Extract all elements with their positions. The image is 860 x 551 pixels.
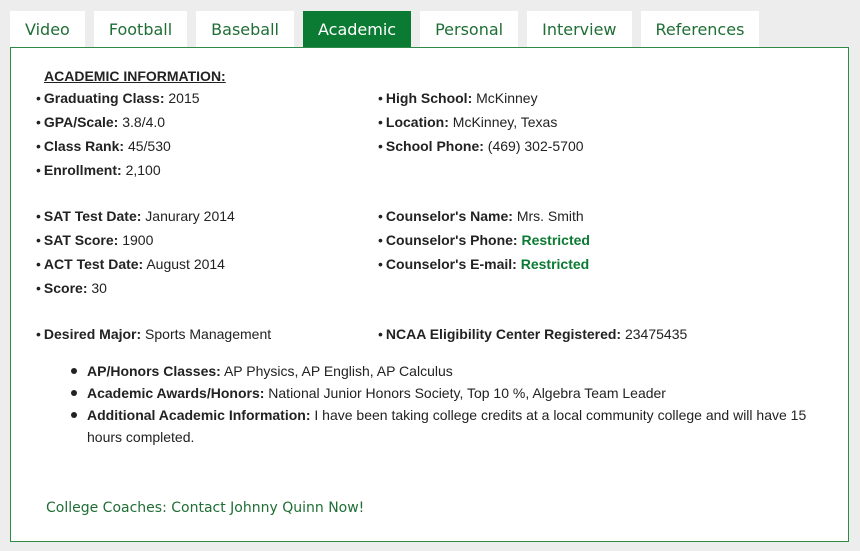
field-high-school: • High School: McKinney [378,90,538,106]
academic-panel [10,47,849,542]
field-act-score: • Score: 30 [36,280,107,296]
restricted-badge: Restricted [521,232,590,248]
field-counselor-email: • Counselor's E-mail: Restricted [378,256,590,272]
field-class-rank: • Class Rank: 45/530 [36,138,171,154]
tab-video[interactable]: Video [10,11,85,48]
field-enrollment: • Enrollment: 2,100 [36,162,161,178]
restricted-badge: Restricted [520,256,590,272]
academic-details-list [67,360,827,448]
field-school-phone: • School Phone: (469) 302-5700 [378,138,584,154]
section-heading: ACADEMIC INFORMATION: [44,68,226,84]
tab-baseball[interactable]: Baseball [196,11,294,48]
field-location: • Location: McKinney, Texas [378,114,558,130]
list-item: AP/Honors Classes: AP Physics, AP English, AP Calculus [67,360,827,382]
field-gpa-scale: • GPA/Scale: 3.8/4.0 [36,114,166,130]
list-item: Academic Awards/Honors: National Junior Honors Society, Top 10 %, Algebra Team Leader [67,382,827,404]
field-graduating-class: • Graduating Class: 2015 [36,90,200,106]
contact-coach-link[interactable]: College Coaches: Contact Johnny Quinn Now! [46,500,365,516]
tab-interview[interactable]: Interview [527,11,631,48]
field-counselor-name: • Counselor's Name: Mrs. Smith [378,208,584,224]
field-act-test-date: • ACT Test Date: August 2014 [36,256,225,272]
tab-bar [10,11,759,48]
list-item: Additional Academic Information: I have been taking college credits at a local community college and will have 15 hours completed. [67,404,827,448]
field-ncaa-registered: • NCAA Eligibility Center Registered: 23475435 [378,326,688,342]
field-counselor-phone: • Counselor's Phone: Restricted [378,232,590,248]
tab-references[interactable]: References [641,11,760,48]
tab-personal[interactable]: Personal [420,11,518,48]
tab-academic[interactable] [303,11,411,48]
field-sat-score: • SAT Score: 1900 [36,232,154,248]
tab-academic-label: Academic [317,20,397,39]
tab-football[interactable]: Football [94,11,187,48]
field-sat-test-date: • SAT Test Date: Janurary 2014 [36,208,235,224]
field-desired-major: • Desired Major: Sports Management [36,326,272,342]
